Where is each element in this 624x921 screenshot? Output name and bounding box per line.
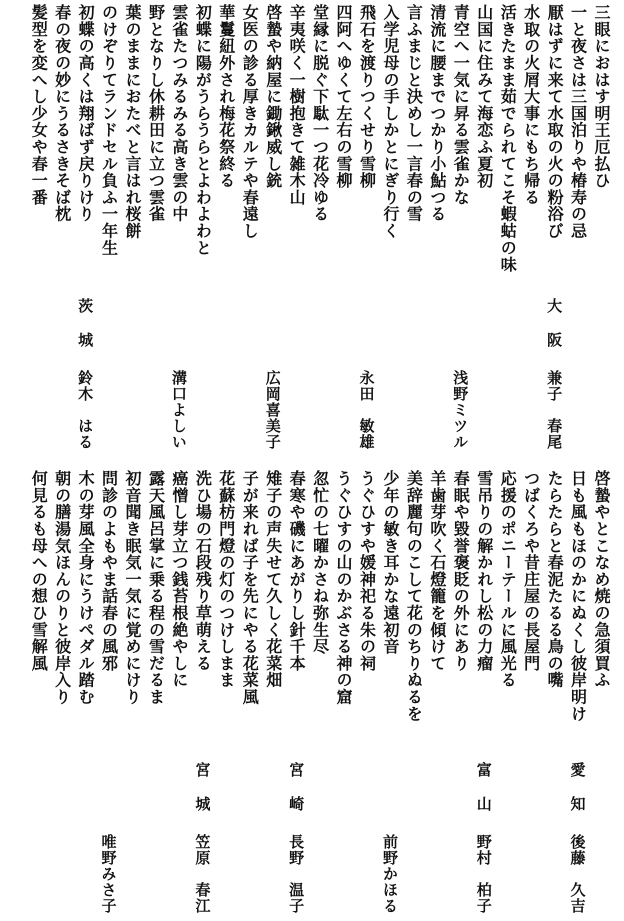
haiku-line: 洗ひ場の石段残り草萌える: [193, 470, 213, 672]
haiku-line: 癌憎し芽立つ銭苔根絶やしに: [169, 470, 189, 689]
author-name: 笠原 春江: [193, 834, 212, 914]
haiku-line: 雉子の声失せて久しく花菜畑: [263, 470, 283, 689]
author-prefecture: 富山: [474, 762, 493, 830]
author-prefecture: 茨城: [76, 298, 95, 366]
author-name: 広岡喜美子: [263, 370, 282, 450]
haiku-line: 問診のよもやま話春の風邪: [99, 470, 119, 672]
haiku-line: 日も風もほのかにぬくし彼岸明け: [568, 470, 588, 722]
haiku-line: うぐひすの山のかぶさる神の窟: [334, 470, 354, 706]
haiku-line: 初蝶に陽がうらうらとよわよわと: [193, 4, 213, 256]
haiku-line: 羊歯芽吹く石燈籠を傾けて: [427, 470, 447, 672]
haiku-line: 一と夜さは三国泊りや椿寿の忌: [568, 4, 588, 240]
author-prefecture: 宮崎: [287, 762, 306, 830]
author-prefecture: 愛知: [568, 762, 587, 830]
haiku-line: 厭はずに来て水取の火の粉浴び: [545, 4, 565, 240]
author-prefecture: 宮城: [193, 762, 212, 830]
haiku-line: 葉のままにおたべと言はれ桜餅: [123, 4, 142, 240]
author-name: 前野かほる: [380, 834, 399, 914]
haiku-line: 少年の敏き耳かな遠初音: [380, 470, 400, 655]
author-name: 唯野みさ子: [99, 834, 118, 914]
author-name: 鈴木 はる: [76, 370, 95, 450]
haiku-line: 言ふまじと決めし一言春の雪: [404, 4, 424, 223]
haiku-line: 雲雀たつみるみる高き雲の中: [169, 4, 189, 223]
author-name: 後藤 久吉: [568, 834, 587, 914]
author-prefecture: 大阪: [545, 298, 564, 366]
haiku-line: 四阿へゆくて左右の雪柳: [334, 4, 354, 189]
haiku-line: 初蝶の高くは翔ばず戻りけり: [76, 4, 96, 223]
haiku-line: 春寒や磯にあがりし針千本: [287, 470, 307, 672]
author-name: 浅野ミツル: [451, 370, 470, 450]
haiku-line: 忽忙の七曜かさね弥生尽: [310, 470, 330, 655]
haiku-line: 啓蟄や納屋に鋤鍬威し銃: [263, 4, 283, 189]
author-name: 溝口よしい: [169, 370, 188, 450]
haiku-line: 入学児母の手しかとにぎり行く: [380, 4, 400, 240]
haiku-line: 春眠や毀誉褒貶の外にあり: [451, 470, 471, 672]
haiku-line: 応援のポニーテールに風光る: [498, 470, 518, 689]
haiku-line: つばくろや昔庄屋の長屋門: [521, 470, 541, 672]
haiku-line: 美辞麗句のこして花のちりぬるを: [404, 470, 424, 722]
haiku-line: 活きたまま茹でられてこそ蝦蛄の味: [498, 4, 518, 273]
haiku-line: 春の夜の妙にうるさきそば枕: [52, 4, 72, 223]
haiku-line: 華鬘紐外され梅花祭終る: [216, 4, 236, 189]
author-name: 野村 柏子: [474, 834, 493, 914]
haiku-line: 啓蟄やとこなめ焼の急須買ふ: [592, 470, 611, 689]
haiku-line: 雪吊りの解かれし松の力瘤: [474, 470, 494, 672]
haiku-line: 野となりし休耕田に立つ雲雀: [146, 4, 166, 223]
haiku-line: 髪型を変へし少女や春一番: [29, 4, 49, 206]
haiku-line: 三眼におはす明王厄払ひ: [592, 4, 611, 189]
haiku-line: 飛石を渡りつくせり雪柳: [357, 4, 377, 189]
haiku-line: 初音聞き眠気一気に覚めにけり: [123, 470, 142, 706]
haiku-line: 辛夷咲く一樹抱きて雑木山: [287, 4, 307, 206]
haiku-line: 何見るも母への想ひ雪解風: [29, 470, 49, 672]
author-name: 永田 敏雄: [357, 370, 376, 450]
haiku-line: のけぞりてランドセル負ふ一年生: [99, 4, 119, 256]
author-name: 長野 温子: [287, 834, 306, 914]
haiku-line: 花蘇枋門燈の灯のつけしまま: [216, 470, 236, 689]
top-haiku-section: [0, 0, 624, 460]
haiku-line: 子が来れば子を先にやる花菜風: [240, 470, 260, 706]
haiku-line: 水取の火屑大事にもち帰る: [521, 4, 541, 206]
haiku-line: 青空へ一気に昇る雲雀かな: [451, 4, 471, 206]
bottom-haiku-section: [0, 462, 624, 921]
haiku-line: 堂縁に脱ぐ下駄一つ花冷ゆる: [310, 4, 330, 223]
haiku-line: 木の芽風全身にうけペダル踏む: [76, 470, 96, 706]
haiku-line: 露天風呂掌に乗る程の雪だるま: [146, 470, 166, 706]
haiku-line: 山国に住みて海恋ふ夏初: [474, 4, 494, 189]
haiku-line: 朝の膳湯気ほんのりと彼岸入り: [52, 470, 72, 706]
haiku-line: 女医の診る厚きカルテや春遠し: [240, 4, 260, 240]
haiku-line: うぐひすや媛神祀る朱の祠: [357, 470, 377, 672]
author-name: 兼子 春尾: [545, 370, 564, 450]
haiku-line: たらたらと春泥たるる鳥の嘴: [545, 470, 565, 689]
haiku-line: 清流に腰までつかり小鮎つる: [427, 4, 447, 223]
